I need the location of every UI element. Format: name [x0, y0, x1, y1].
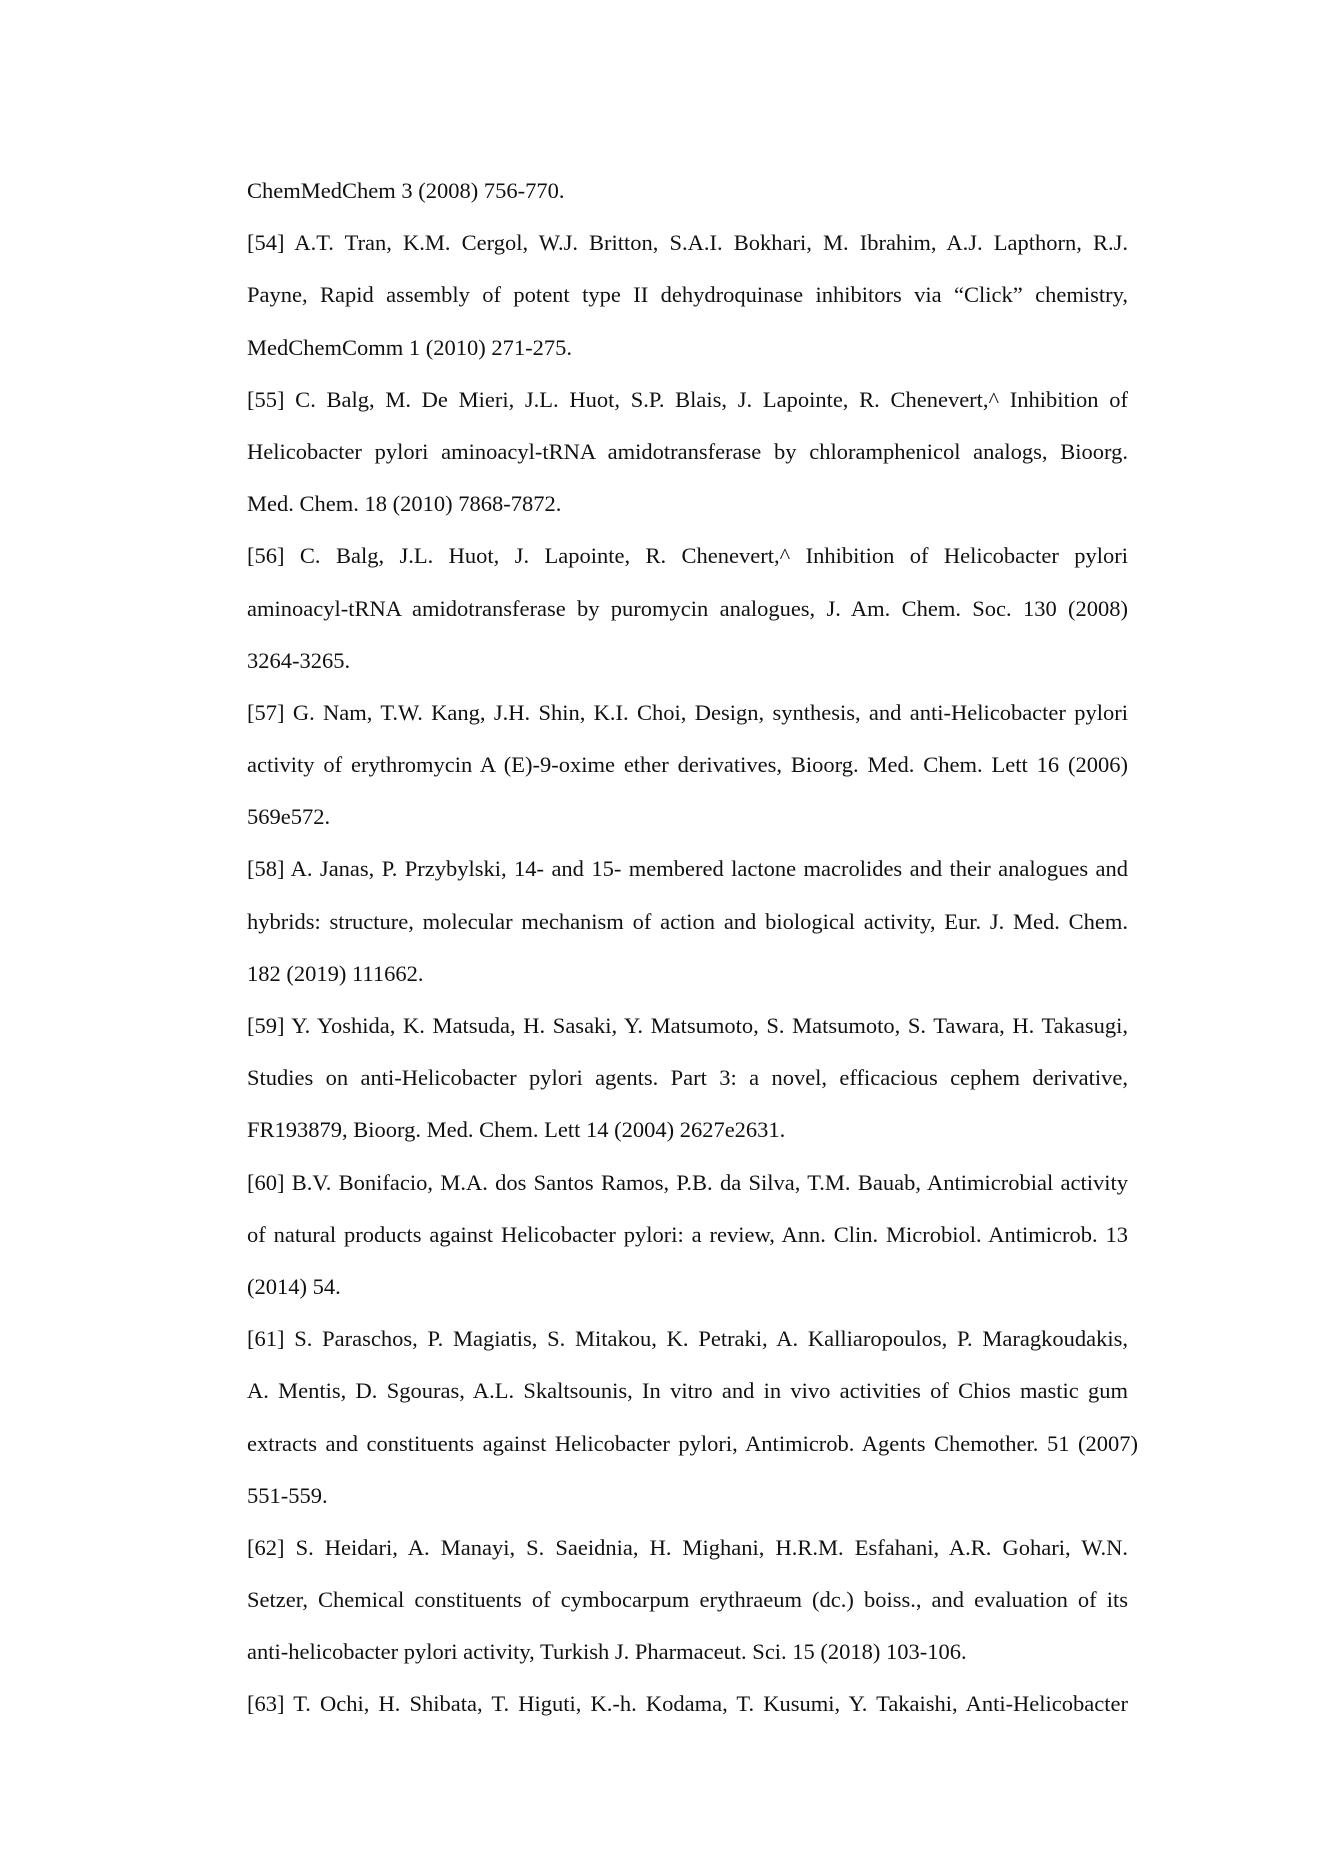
reference-53-continuation: ChemMedChem 3 (2008) 756-770. [247, 178, 565, 203]
reference-61-line-1: [61] S. Paraschos, P. Magiatis, S. Mitakou, K. Petraki, A. Kalliaropoulos, P. Maragkoudakis, [247, 1326, 1128, 1352]
reference-59-line-2: Studies on anti-Helicobacter pylori agents. Part 3: a novel, efficacious cephem derivative, [247, 1065, 1128, 1091]
reference-56-line-1: [56] C. Balg, J.L. Huot, J. Lapointe, R. Chenevert,^ Inhibition of Helicobacter pylori [247, 543, 1128, 569]
reference-62-line-3: anti-helicobacter pylori activity, Turkish J. Pharmaceut. Sci. 15 (2018) 103-106. [247, 1639, 967, 1665]
reference-62-line-1: [62] S. Heidari, A. Manayi, S. Saeidnia, H. Mighani, H.R.M. Esfahani, A.R. Gohari, W.N. [247, 1534, 1128, 1560]
reference-55-line-3: Med. Chem. 18 (2010) 7868-7872. [247, 491, 562, 517]
reference-55-line-2: Helicobacter pylori aminoacyl-tRNA amidotransferase by chloramphenicol analogs, Bioorg. [247, 438, 1128, 464]
reference-58-line-1: [58] A. Janas, P. Przybylski, 14- and 15- membered lactone macrolides and their analogues and [247, 856, 1128, 882]
reference-56-line-2: aminoacyl-tRNA amidotransferase by puromycin analogues, J. Am. Chem. Soc. 130 (2008) [247, 595, 1128, 621]
reference-56-line-3: 3264-3265. [247, 647, 351, 673]
reference-60-line-3: (2014) 54. [247, 1273, 341, 1299]
reference-61-line-4: 551-559. [247, 1482, 328, 1508]
reference-62-line-2: Setzer, Chemical constituents of cymbocarpum erythraeum (dc.) boiss., and evaluation of its [247, 1587, 1128, 1613]
reference-63-line-1: [63] T. Ochi, H. Shibata, T. Higuti, K.-h. Kodama, T. Kusumi, Y. Takaishi, Anti-Helicobacter [247, 1691, 1128, 1717]
reference-list [247, 165, 1138, 1731]
reference-57-line-2: activity of erythromycin A (E)-9-oxime ether derivatives, Bioorg. Med. Chem. Lett 16 (2006) [247, 752, 1128, 778]
reference-60-line-2: of natural products against Helicobacter pylori: a review, Ann. Clin. Microbiol. Antimicrob. 13 [247, 1221, 1128, 1247]
reference-59-line-3: FR193879, Bioorg. Med. Chem. Lett 14 (2004) 2627e2631. [247, 1117, 786, 1143]
reference-58-line-3: 182 (2019) 111662. [247, 960, 424, 986]
reference-57-line-1: [57] G. Nam, T.W. Kang, J.H. Shin, K.I. Choi, Design, synthesis, and anti-Helicobacter pylori [247, 699, 1128, 725]
reference-54-line-1: [54] A.T. Tran, K.M. Cergol, W.J. Britton, S.A.I. Bokhari, M. Ibrahim, A.J. Lapthorn, R.J. [247, 230, 1128, 256]
reference-57-line-3: 569e572. [247, 804, 331, 830]
reference-54-line-2: Payne, Rapid assembly of potent type II dehydroquinase inhibitors via “Click” chemistry, [247, 282, 1128, 308]
reference-60-line-1: [60] B.V. Bonifacio, M.A. dos Santos Ramos, P.B. da Silva, T.M. Bauab, Antimicrobial activity [247, 1169, 1128, 1195]
reference-55-line-1: [55] C. Balg, M. De Mieri, J.L. Huot, S.P. Blais, J. Lapointe, R. Chenevert,^ Inhibition of [247, 386, 1128, 412]
reference-54-line-3: MedChemComm 1 (2010) 271-275. [247, 334, 572, 360]
reference-59-line-1: [59] Y. Yoshida, K. Matsuda, H. Sasaki, Y. Matsumoto, S. Matsumoto, S. Tawara, H. Takasugi, [247, 1013, 1128, 1038]
reference-61-line-3: extracts and constituents against Helicobacter pylori, Antimicrob. Agents Chemother. 51 (2007) [247, 1430, 1138, 1456]
reference-58-line-2: hybrids: structure, molecular mechanism of action and biological activity, Eur. J. Med. Chem. [247, 908, 1128, 934]
reference-61-line-2: A. Mentis, D. Sgouras, A.L. Skaltsounis, In vitro and in vivo activities of Chios mastic gum [247, 1378, 1128, 1404]
